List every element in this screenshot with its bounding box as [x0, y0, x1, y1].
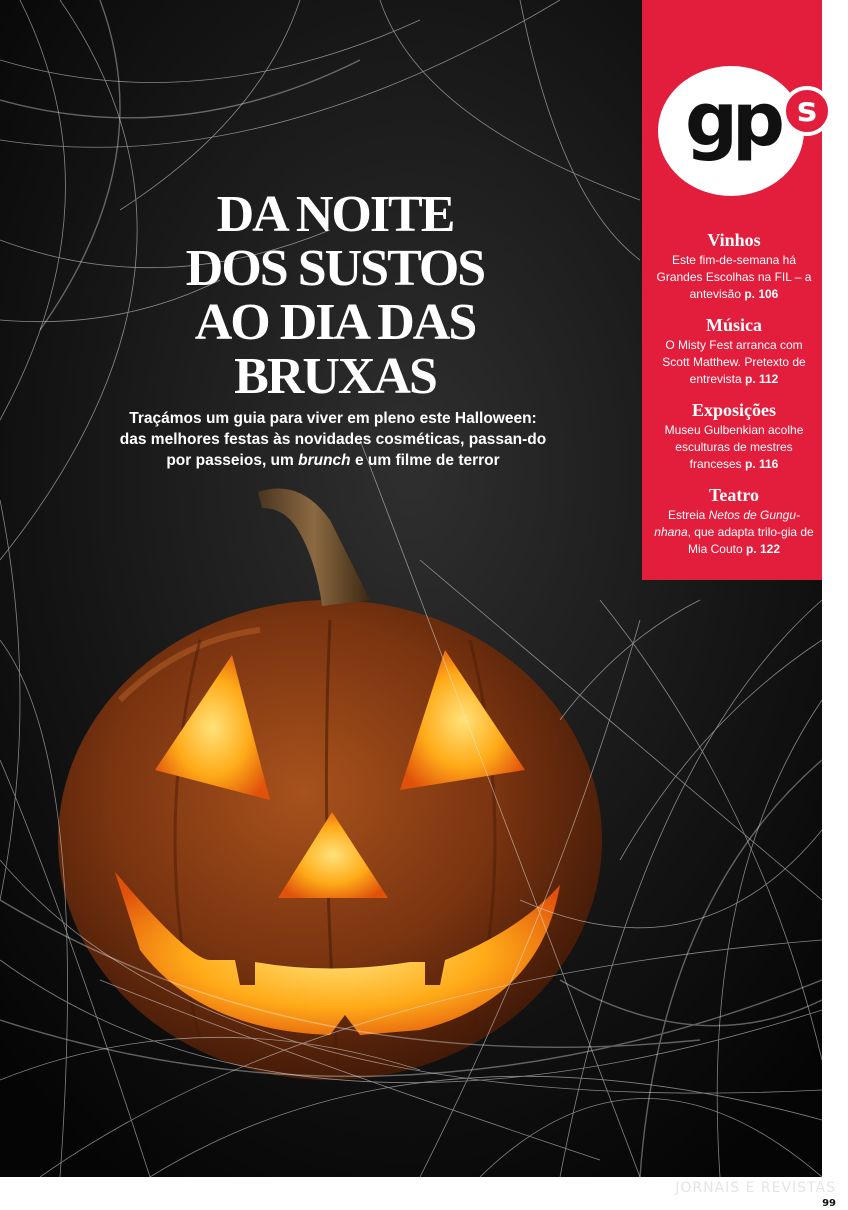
section-text	[654, 422, 814, 473]
deck-text-end: e um filme de terror	[350, 452, 500, 469]
section-summary: Este fim-de-semana há Grandes Escolhas na FIL – a antevisão	[656, 253, 812, 301]
gps-logo: gp	[685, 77, 779, 163]
headline-line: DA NOITE	[216, 186, 454, 243]
section-text	[654, 337, 814, 388]
section-summary-end: , que adapta trilo-gia de Mia Couto	[687, 525, 814, 556]
section-text	[654, 507, 814, 558]
sidebar-panel	[642, 0, 822, 580]
section-title: Exposições	[691, 400, 776, 420]
deck-text: Traçámos um guia para viver em pleno este Halloween: das melhores festas às novidades cosméticas, passan-do por passeios, um	[119, 410, 547, 469]
article-deck	[118, 408, 548, 471]
section-exposicoes	[654, 400, 814, 473]
section-title: Vinhos	[707, 230, 761, 250]
page-reference: p. 106	[744, 287, 779, 301]
section-musica	[654, 315, 814, 388]
logo-badge: s	[782, 86, 832, 136]
section-summary: Estreia	[667, 508, 709, 522]
headline-line: BRUXAS	[234, 348, 436, 405]
section-summary: Museu Gulbenkian acolhe esculturas de mestres franceses	[664, 423, 804, 471]
section-title: Música	[706, 315, 762, 335]
play-title: Netos de Gungu-nhana	[654, 508, 801, 539]
section-title: Teatro	[708, 485, 759, 505]
page-number: 99	[822, 1198, 836, 1209]
headline-line: AO DIA DAS	[194, 294, 476, 351]
page-reference: p. 116	[745, 457, 779, 471]
article-headline	[150, 188, 520, 404]
source-watermark: JORNAIS E REVISTAS	[675, 1180, 836, 1196]
section-text	[654, 252, 814, 303]
section-teatro	[654, 485, 814, 558]
deck-emphasis: brunch	[298, 452, 351, 469]
section-vinhos	[654, 230, 814, 303]
headline-line: DOS SUSTOS	[185, 240, 485, 297]
section-summary: O Misty Fest arranca com Scott Matthew. Pretexto de entrevista	[662, 338, 806, 386]
page-reference: p. 112	[745, 372, 779, 386]
page-reference: p. 122	[746, 542, 781, 556]
